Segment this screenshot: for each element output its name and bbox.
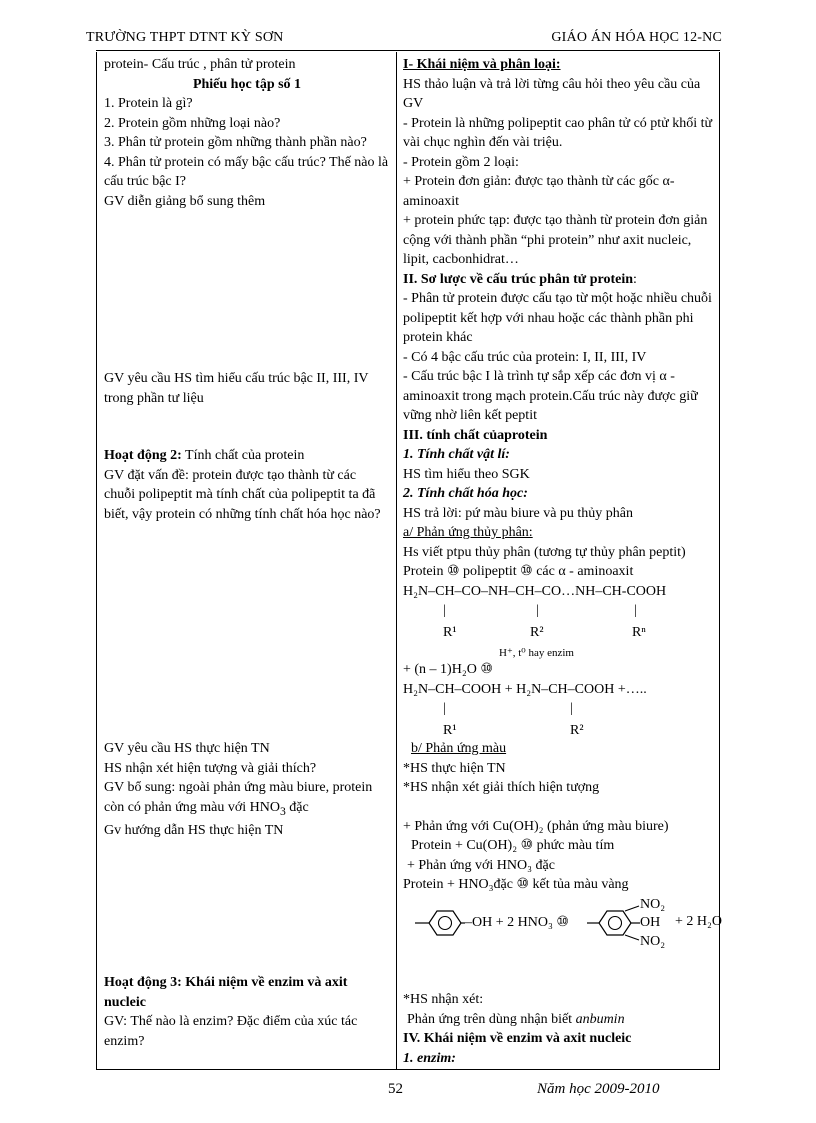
question-3: 3. Phân tử protein gồm những thành phần nào? [104,135,367,150]
r-line-6: - Phân tử protein được cấu tạo từ một hoặc nhiều chuỗi polipeptit kết hợp với nhau hoặc các thành phần phi protein khác [403,291,712,345]
teacher-explain: GV diễn giảng bổ sung thêm [104,193,266,209]
subsection-physical: 1. Tính chất vật lí: [403,447,510,462]
r-line-13: *HS nhận xét giải thích hiện tượng [403,780,600,795]
subsection-chemical: 2. Tính chất hóa học: [403,486,528,501]
r-line-3: - Protein gồm 2 loại: [403,154,519,170]
header-title: GIÁO ÁN HÓA HỌC 12-NC [551,30,722,45]
equation-products: + 2 H₂O [675,914,722,929]
exp-line-4: Gv hướng dẫn HS thực hiện TN [104,822,284,838]
section-1-heading: I- Khái niệm và phân loại: [403,57,561,72]
water-term: + (n – 1)H₂O ⑩ [403,662,493,677]
exp-line-3-sub: 3 [279,804,286,818]
r-line-7: - Có 4 bậc cấu trúc của protein: I, II, III, IV [403,349,647,365]
r-line-19 [403,1010,719,1030]
header-school: TRƯỜNG THPT DTNT KỲ SƠN [86,30,284,45]
r-line-12: *HS thực hiện TN [403,760,506,776]
activity-2-label: Hoạt động 2: [104,448,182,463]
section-3-heading: III. tính chất củaprotein [403,427,548,443]
section-2-title: II. Sơ lược về cấu trúc phân tử protein [403,271,634,287]
reaction-condition: H⁺, t⁰ hay enzim [499,647,574,659]
exp-line-3-tail: đặc [285,799,309,815]
hydrolysis-chain: Protein ⑩ polipeptit ⑩ các α - aminoaxit [403,564,634,579]
bond-bar: | [570,701,573,716]
r-line-19-term: anbumin [575,1011,625,1027]
question-4: 4. Phân tử protein có mấy bậc cấu trúc? Thế nào là cấu trúc bậc I? [104,154,389,189]
teacher-column-top [104,55,390,211]
section-2-heading [403,270,719,290]
student-column-bottom [403,990,719,1068]
activity-3-heading: Hoạt động 3: Khái niệm về enzim và axit nucleic [104,975,348,1010]
question-2: 2. Protein gồm những loại nào? [104,115,281,131]
bond-bar: | [443,603,446,618]
r-line-8: - Cấu trúc bậc I là trình tự sắp xếp các đơn vị α - aminoaxit trong mạch protein.Cấu trúc này được giữ vững nhờ liên kết peptit [403,369,698,423]
page-number: 52 [388,1081,403,1097]
r-line-2: - Protein là những polipeptit cao phân tử có ptử khối từ vài chục nghìn đến vài triệu. [403,115,713,150]
activity-2-title: Tính chất của protein [181,448,305,463]
exp-line-3-text: GV bổ sung: ngoài phản ứng màu biure, protein còn có phản ứng màu với HNO [104,780,373,815]
r-group-label: R¹ [443,625,457,640]
r-line-4: + Protein đơn giản: được tạo thành từ các gốc α-aminoaxit [403,174,675,209]
r-line-15: Protein + Cu(OH)₂ ⑩ phức màu tím [411,838,615,853]
subsection-hydrolysis: a/ Phản ứng thủy phân: [403,525,533,540]
structure-task-text: GV yêu cầu HS tìm hiểu cấu trúc bậc II, III, IV trong phần tư liệu [104,371,369,406]
r-line-14: + Phản ứng với Cu(OH)₂ (phản ứng màu biure) [403,818,669,834]
r-line-19-text: Phản ứng trên dùng nhận biết [407,1011,576,1027]
r-line-10: HS trả lời: pứ màu biure và pu thủy phân [403,505,634,521]
exp-line-3 [104,778,390,821]
activity-2-heading [104,446,390,466]
worksheet-title: Phiếu học tập số 1 [192,76,302,92]
r-line-16: + Phản ứng với HNO₃ đặc [407,857,555,873]
student-column [403,55,719,895]
condition-row [403,641,719,660]
subsection-enzyme: 1. enzim: [403,1050,456,1066]
r-line-17: Protein + HNO₃đặc ⑩ kết tủa màu vàng [403,877,629,892]
section-2-colon: : [633,271,637,287]
activity-2 [104,446,390,524]
equation-no2-top: NO₂ [640,897,666,912]
equation-oh: OH [640,915,661,930]
bond-bar: | [536,603,539,618]
equation-no2-bottom: NO₂ [640,934,666,949]
exp-line-2: HS nhận xét hiện tượng và giải thích? [104,760,317,776]
r-group-label: R¹ [443,723,457,738]
r-line-5: + protein phức tạp: được tạo thành từ protein đơn giản cộng với thành phần “phi protein” như axit nucleic, lipit, cacbonhidrat… [403,213,708,267]
teacher-structure-task [104,369,390,408]
r-line-1: HS thảo luận và trả lời từng câu hỏi theo yêu cầu của GV [403,76,701,111]
bond-bar: | [443,701,446,716]
r-group-labels-1 [403,621,719,641]
column-divider [396,52,397,1070]
r-line-11: Hs viết ptpu thủy phân (tương tự thủy phân peptit) [403,544,686,560]
r-group-label: Rⁿ [632,625,646,640]
r-group-labels-2 [403,719,719,739]
left-line-topic: protein- Cấu trúc , phân tử protein [104,57,296,72]
nitration-equation [403,896,722,958]
r-line-18: *HS nhận xét: [403,992,484,1007]
activity-2-text: GV đặt vấn đề: protein được tạo thành từ các chuỗi polipeptit mà tính chất của polipeptit ta đã biết, vậy protein có những tính chất hóa học nào? [104,467,381,522]
question-1: 1. Protein là gì? [104,96,193,111]
spacer [403,798,719,817]
bond-bars-1 [403,601,719,621]
bond-bar: | [634,603,637,618]
header-rule [96,50,720,51]
experiment-block [104,739,390,840]
r-group-label: R² [570,723,584,738]
activity-3 [104,973,390,1051]
subsection-color: b/ Phản ứng màu [411,741,507,756]
r-group-label: R² [530,625,544,640]
section-4-heading: IV. Khái niệm về enzim và axit nucleic [403,1031,632,1046]
formula-products: H₂N–CH–COOH + H₂N–CH–COOH +….. [403,681,647,697]
exp-line-1: GV yêu cầu HS thực hiện TN [104,741,270,756]
r-line-9: HS tìm hiểu theo SGK [403,466,530,482]
enzyme-question: GV: Thế nào là enzim? Đặc điểm của xúc tác enzim? [104,1014,358,1049]
bond-bars-2 [403,699,719,719]
school-year: Năm học 2009-2010 [537,1081,660,1097]
formula-polypeptide: H₂N–CH–CO–NH–CH–CO…NH–CH-COOH [403,583,667,599]
equation-reactants: –OH + 2 HNO₃ ⑩ [465,915,569,930]
